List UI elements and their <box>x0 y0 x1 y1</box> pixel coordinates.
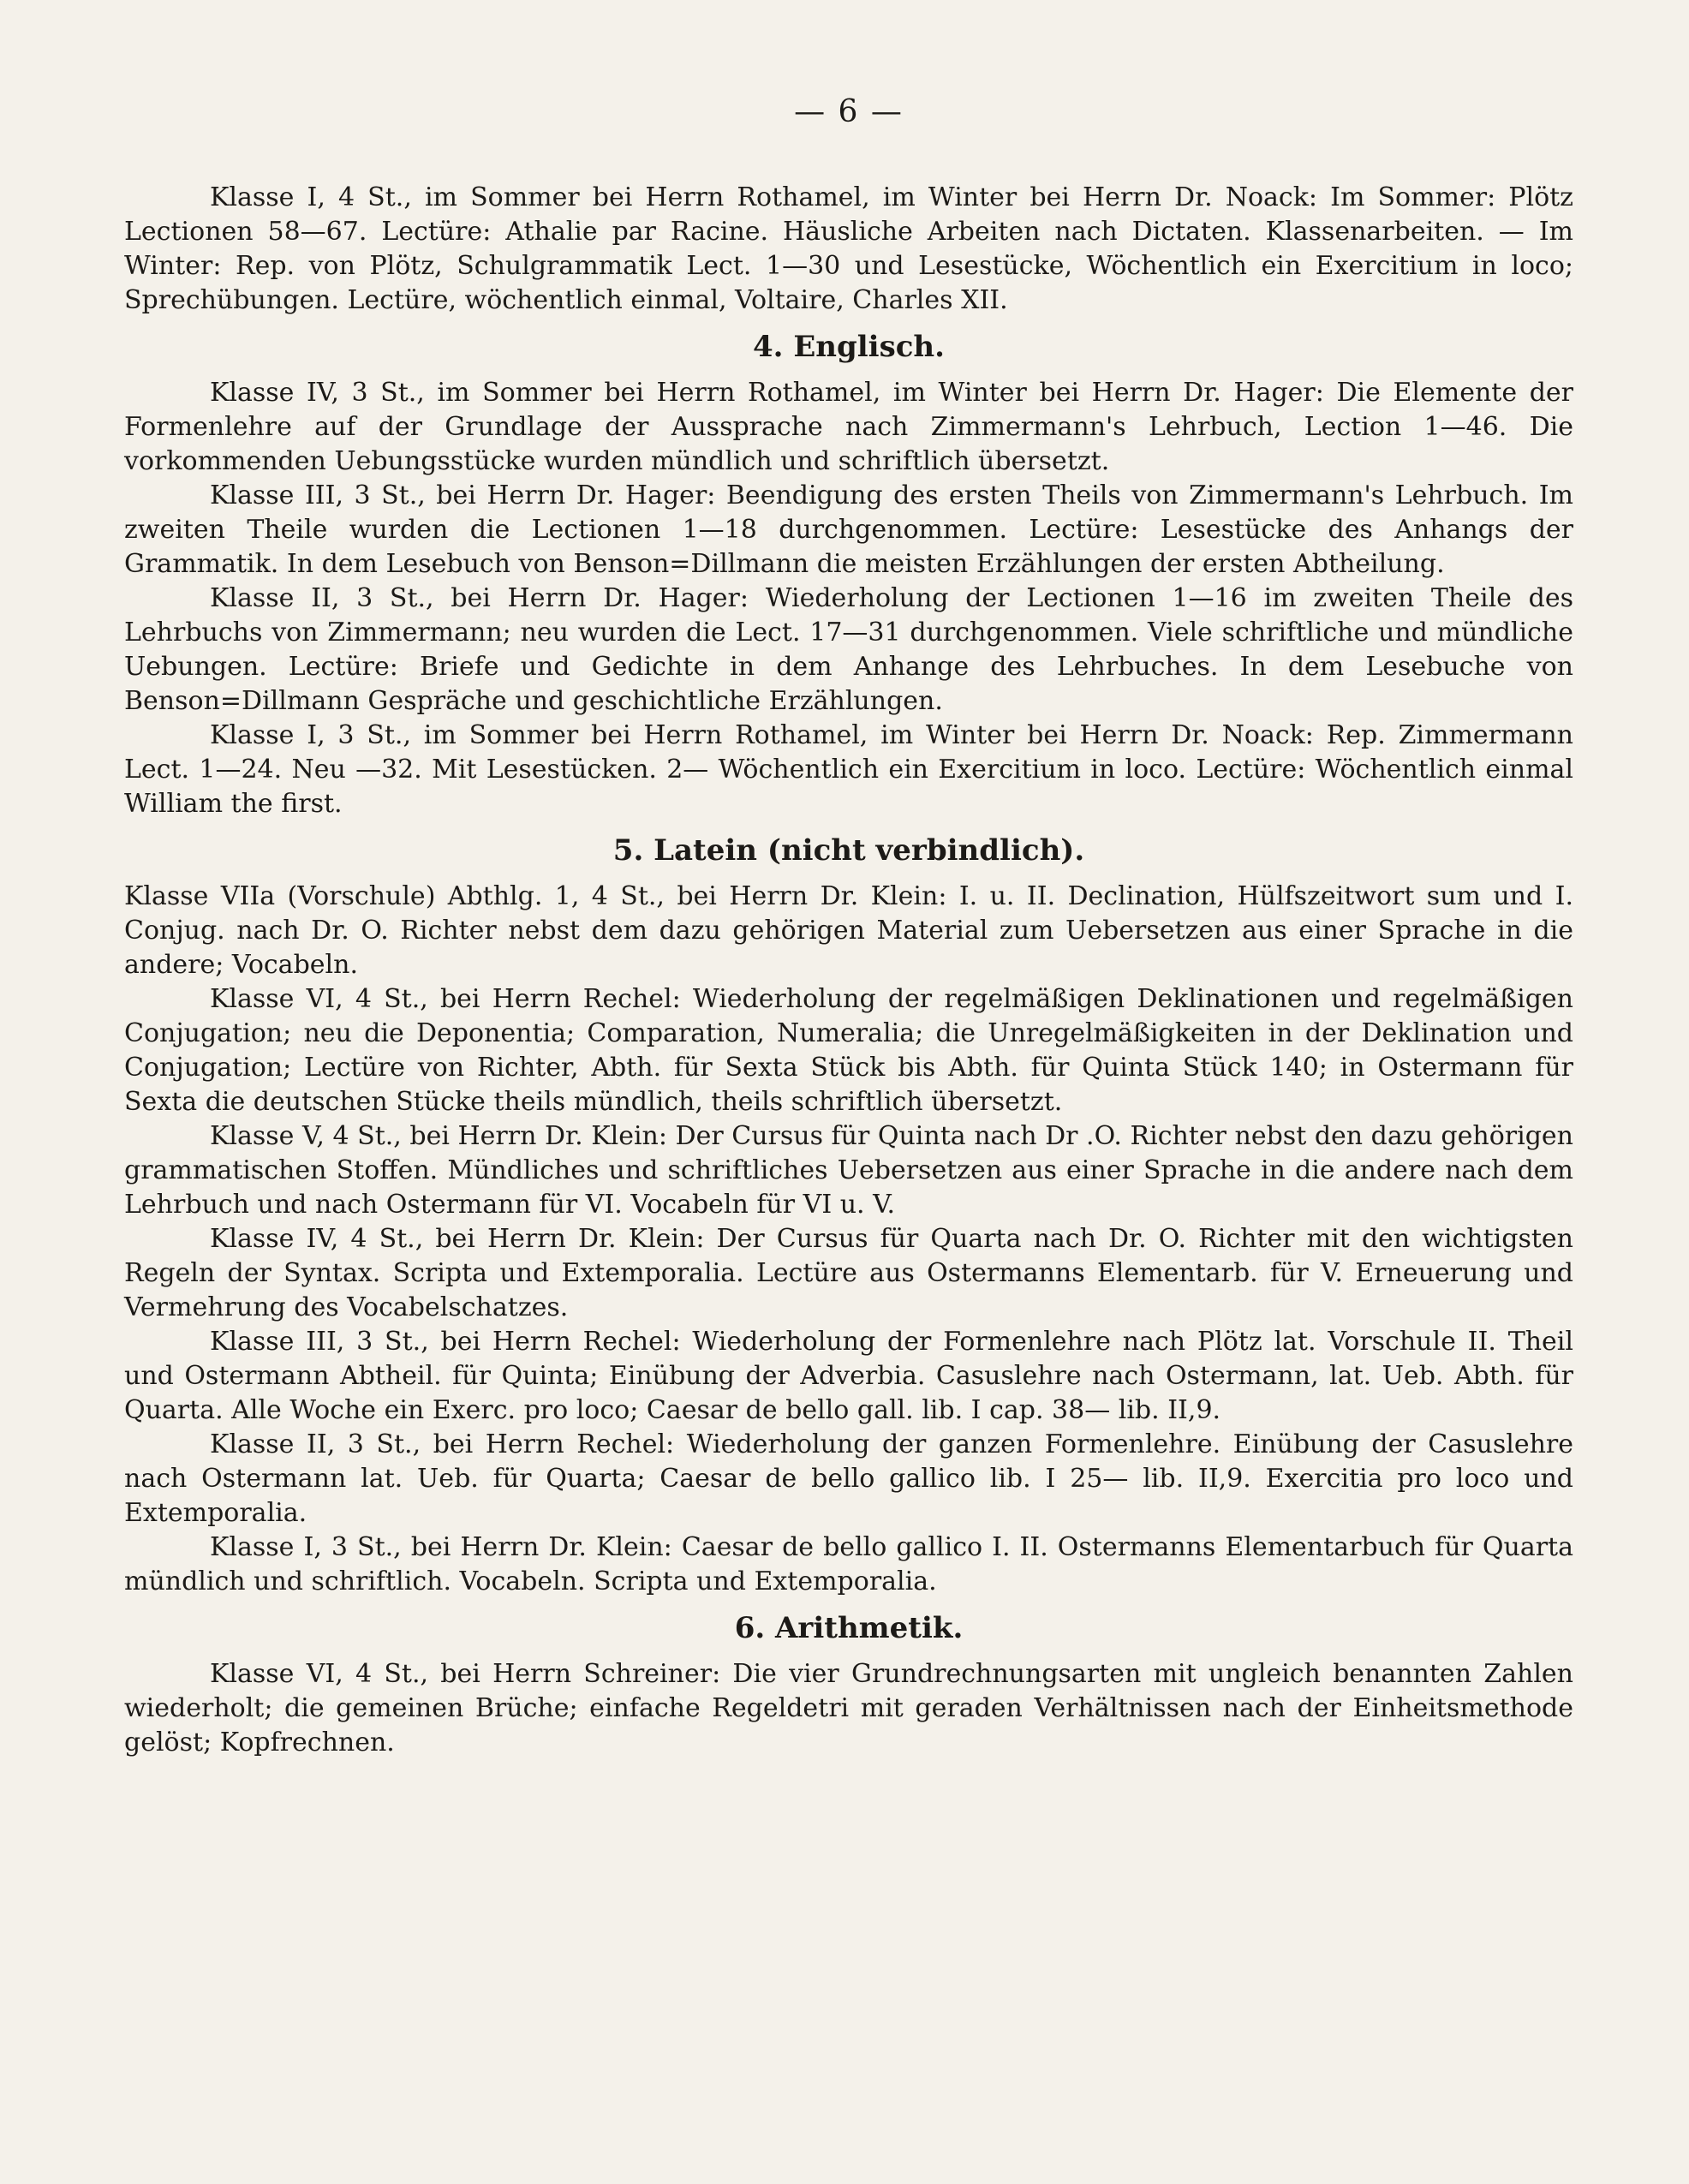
paragraph-french-klasse-1: Klasse I, 4 St., im Sommer bei Herrn Rothamel, im Winter bei Herrn Dr. Noack: Im Sommer: Plötz Lectionen 58—67. Lectüre: Athalie par Racine. Häusliche Arbeiten nach Dictaten. Klassenarbeiten. — Im Winter: Rep. von Plötz, Schulgrammatik Lect. 1—30 und Lesestücke, Wöchentlich ein Exercitium in loco; Sprechübungen. Lectüre, wöchentlich einmal, Voltaire, Charles XII. <box>124 182 1573 315</box>
section-heading-arithmetik: 6. Arithmetik. <box>734 1611 964 1645</box>
paragraph-englisch-klasse-3: Klasse III, 3 St., bei Herrn Dr. Hager: Beendigung des ersten Theils von Zimmermann's Lehrbuch. Im zweiten Theile wurden die Lectionen 1—18 durchgenommen. Lectüre: Lesestücke des Anhangs der Grammatik. In dem Lesebuch von Benson=Dillmann die meisten Erzählungen der ersten Abtheilung. <box>124 480 1573 579</box>
paragraph-latein-klasse-4: Klasse IV, 4 St., bei Herrn Dr. Klein: Der Cursus für Quarta nach Dr. O. Richter mit den wichtigsten Regeln der Syntax. Scripta und Extemporalia. Lectüre aus Ostermanns Elementarb. für V. Erneuerung und Vermehrung des Vocabelschatzes. <box>124 1224 1573 1322</box>
paragraph-latein-klasse-6: Klasse VI, 4 St., bei Herrn Rechel: Wiederholung der regelmäßigen Deklinationen und regelmäßigen Conjugation; neu die Deponentia; Comparation, Numeralia; die Unregelmäßigkeiten in der Deklination und Conjugation; Lectüre von Richter, Abth. für Sexta Stück bis Abth. für Quinta Stück 140; in Ostermann für Sexta die deutschen Stücke theils mündlich, theils schriftlich übersetzt. <box>124 984 1573 1117</box>
section-heading-englisch: 4. Englisch. <box>753 330 945 364</box>
section-heading-latein: 5. Latein (nicht verbindlich). <box>612 833 1085 868</box>
paragraph-arithmetik-klasse-6: Klasse VI, 4 St., bei Herrn Schreiner: Die vier Grundrechnungsarten mit ungleich benannten Zahlen wiederholt; die gemeinen Brüche; einfache Regeldetri mit geraden Verhältnissen nach der Einheitsmethode gelöst; Kopfrechnen. <box>124 1659 1573 1757</box>
paragraph-latein-klasse-2: Klasse II, 3 St., bei Herrn Rechel: Wiederholung der ganzen Formenlehre. Einübung der Casuslehre nach Ostermann lat. Ueb. für Quarta; Caesar de bello gallico lib. I 25— lib. II,9. Exercitia pro loco und Extemporalia. <box>124 1429 1573 1528</box>
paragraph-englisch-klasse-2: Klasse II, 3 St., bei Herrn Dr. Hager: Wiederholung der Lectionen 1—16 im zweiten Theile des Lehrbuchs von Zimmermann; neu wurden die Lect. 17—31 durchgenommen. Viele schriftliche und mündliche Uebungen. Lectüre: Briefe und Gedichte in dem Anhange des Lehrbuches. In dem Lesebuche von Benson=Dillmann Gespräche und geschichtliche Erzählungen. <box>124 583 1573 716</box>
paragraph-latein-klasse-1: Klasse I, 3 St., bei Herrn Dr. Klein: Caesar de bello gallico I. II. Ostermanns Elementarbuch für Quarta mündlich und schriftlich. Vocabeln. Scripta und Extemporalia. <box>124 1532 1573 1596</box>
paragraph-englisch-klasse-1: Klasse I, 3 St., im Sommer bei Herrn Rothamel, im Winter bei Herrn Dr. Noack: Rep. Zimmermann Lect. 1—24. Neu —32. Mit Lesestücken. 2— Wöchentlich ein Exercitium in loco. Lectüre: Wöchentlich einmal William the first. <box>124 720 1573 819</box>
page-number: — 6 — <box>794 94 904 129</box>
paragraph-latein-klasse-7a: Klasse VIIa (Vorschule) Abthlg. 1, 4 St., bei Herrn Dr. Klein: I. u. II. Declination, Hülfszeitwort sum und I. Conjug. nach Dr. O. Richter nebst dem dazu gehörigen Material zum Uebersetzen aus einer Sprache in die andere; Vocabeln. <box>124 881 1573 980</box>
paragraph-englisch-klasse-4: Klasse IV, 3 St., im Sommer bei Herrn Rothamel, im Winter bei Herrn Dr. Hager: Die Elemente der Formenlehre auf der Grundlage der Aussprache nach Zimmermann's Lehrbuch, Lection 1—46. Die vorkommenden Uebungsstücke wurden mündlich und schriftlich übersetzt. <box>124 378 1573 476</box>
paragraph-latein-klasse-5: Klasse V, 4 St., bei Herrn Dr. Klein: Der Cursus für Quinta nach Dr .O. Richter nebst den dazu gehörigen grammatischen Stoffen. Mündliches und schriftliches Uebersetzen aus einer Sprache in die andere nach dem Lehrbuch und nach Ostermann für VI. Vocabeln für VI u. V. <box>124 1121 1573 1220</box>
paragraph-latein-klasse-3: Klasse III, 3 St., bei Herrn Rechel: Wiederholung der Formenlehre nach Plötz lat. Vorschule II. Theil und Ostermann Abtheil. für Quinta; Einübung der Adverbia. Casuslehre nach Ostermann, lat. Ueb. Abth. für Quarta. Alle Woche ein Exerc. pro loco; Caesar de bello gall. lib. I cap. 38— lib. II,9. <box>124 1327 1573 1425</box>
